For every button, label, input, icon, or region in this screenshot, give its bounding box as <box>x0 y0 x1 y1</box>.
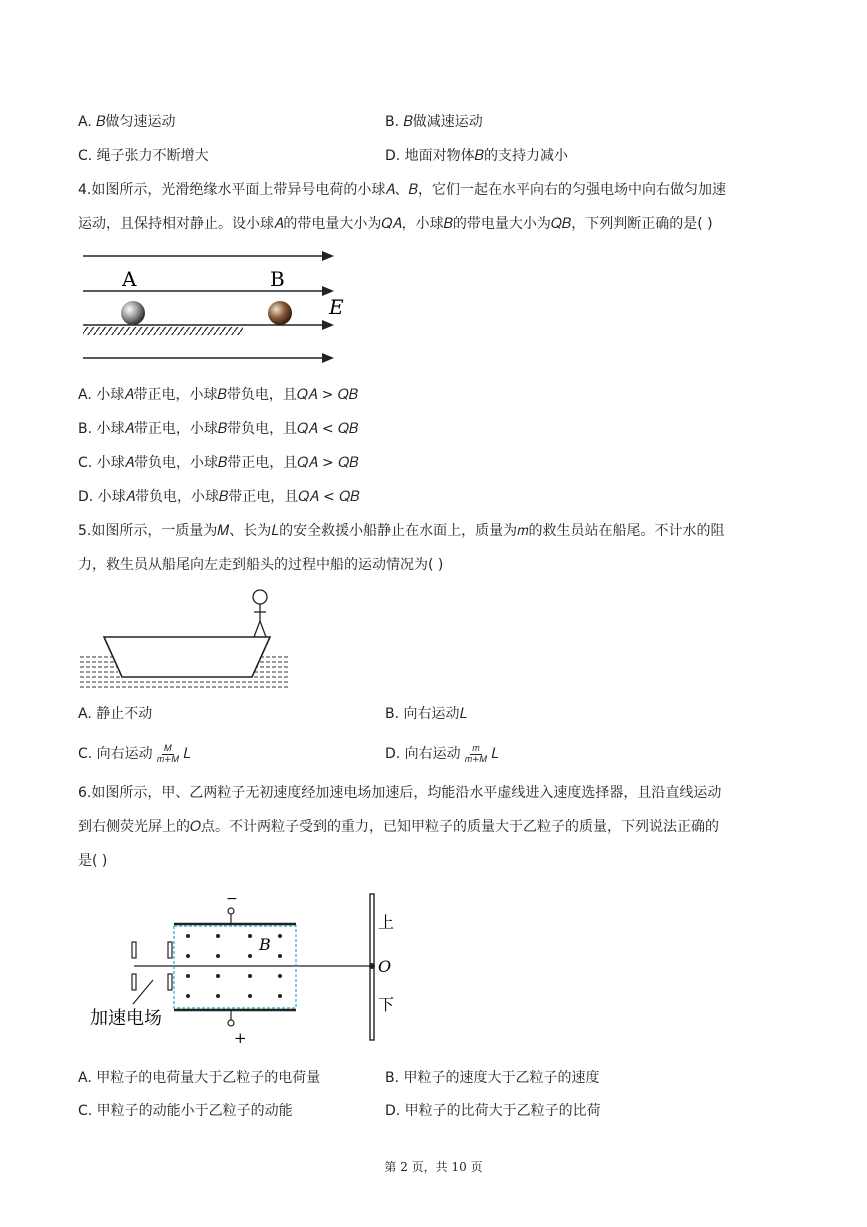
q3-option-a: A. 𝐵做匀速运动 <box>78 114 176 130</box>
q4-stem-line1: 4.如图所示，光滑绝缘水平面上带异号电荷的小球𝐴、𝐵，它们一起在水平向右的匀强电场中向右做匀加速 <box>78 182 726 198</box>
q4-option-d: D. 小球𝐴带负电，小球𝐵带正电，且𝑄𝐴 < 𝑄𝐵 <box>78 489 360 505</box>
q3-option-c: C. 绳子张力不断增大 <box>78 148 209 164</box>
ground-hatch <box>83 327 243 335</box>
q4-figure <box>78 244 368 374</box>
field-line-2 <box>83 286 334 296</box>
fraction-c: $\frac{\text{𝑀}}{\text{𝑚+𝑀}}$ <box>156 743 180 765</box>
q5-stem-line1: 5.如图所示，一质量为𝑀、长为𝐿的安全救援小船静止在水面上，质量为𝑚的救生员站在船尾。不计水的阻 <box>78 523 725 539</box>
q6-stem-line1: 6.如图所示，甲、乙两粒子无初速度经加速电场加速后，均能沿水平虚线进入速度选择器，且沿直线运动 <box>78 785 722 801</box>
fraction-d: $\frac{\text{𝑚}}{\text{𝑚+𝑀}}$ <box>464 743 488 765</box>
label-up: 上 <box>378 913 395 932</box>
q5-stem-line2: 力，救生员从船尾向左走到船头的过程中船的运动情况为( ) <box>78 557 444 573</box>
q6-option-a: A. 甲粒子的电荷量大于乙粒子的电荷量 <box>78 1070 321 1086</box>
field-region <box>174 926 296 1008</box>
label-a: A <box>122 267 137 291</box>
q4-option-a: A. 小球𝐴带正电，小球𝐵带负电，且𝑄𝐴 > 𝑄𝐵 <box>78 387 359 403</box>
q6-stem-line2: 到右侧荧光屏上的𝑂点。不计两粒子受到的重力，已知甲粒子的质量大于乙粒子的质量，下列说法正确的 <box>78 819 719 835</box>
label-e: E <box>329 295 344 319</box>
q6-option-c: C. 甲粒子的动能小于乙粒子的动能 <box>78 1103 293 1119</box>
q4-option-c: C. 小球𝐴带负电，小球𝐵带正电，且𝑄𝐴 > 𝑄𝐵 <box>78 455 359 471</box>
plus-sign: + <box>234 1029 247 1047</box>
rescuer-figure <box>253 590 267 637</box>
point-o <box>369 963 375 969</box>
field-line-4 <box>83 353 334 363</box>
q5-figure <box>78 585 293 695</box>
q6-figure <box>78 890 408 1050</box>
accel-plate-left-bottom <box>132 974 136 990</box>
q6-option-b: B. 甲粒子的速度大于乙粒子的速度 <box>385 1070 600 1086</box>
label-o: O <box>378 957 392 976</box>
field-line-1 <box>83 251 334 261</box>
accel-plate-right-bottom <box>168 974 172 990</box>
accel-plate-right-top <box>168 942 172 958</box>
q5-option-d: D. 向右运动 $\frac{\text{𝑚}}{\text{𝑚+𝑀}}$ 𝐿 <box>385 743 500 765</box>
q5-option-a: A. 静止不动 <box>78 706 153 722</box>
page-footer: 第 2 页，共 10 页 <box>384 1160 483 1174</box>
accel-plate-left-top <box>132 942 136 958</box>
label-down: 下 <box>378 995 395 1014</box>
label-b: B <box>270 267 285 291</box>
q3-option-d: D. 地面对物体𝐵的支持力减小 <box>385 148 568 164</box>
label-accel-field: 加速电场 <box>90 1008 162 1029</box>
label-b-field: B <box>259 935 271 954</box>
q4-stem-line2: 运动，且保持相对静止。设小球𝐴的带电量大小为𝑄𝐴，小球𝐵的带电量大小为𝑄𝐵，下列判断正确的是( ) <box>78 216 713 232</box>
q4-option-b: B. 小球𝐴带正电，小球𝐵带负电，且𝑄𝐴 < 𝑄𝐵 <box>78 421 359 437</box>
ball-b <box>268 301 292 325</box>
minus-sign: − <box>226 891 238 907</box>
q5-option-b: B. 向右运动𝐿 <box>385 706 468 722</box>
ball-a <box>121 301 145 325</box>
q3-option-b: B. 𝐵做减速运动 <box>385 114 483 130</box>
q5-option-c: C. 向右运动 $\frac{\text{𝑀}}{\text{𝑚+𝑀}}$ 𝐿 <box>78 743 192 765</box>
q6-stem-line3: 是( ) <box>78 853 108 869</box>
boat-hull <box>104 637 270 677</box>
q6-option-d: D. 甲粒子的比荷大于乙粒子的比荷 <box>385 1103 601 1119</box>
